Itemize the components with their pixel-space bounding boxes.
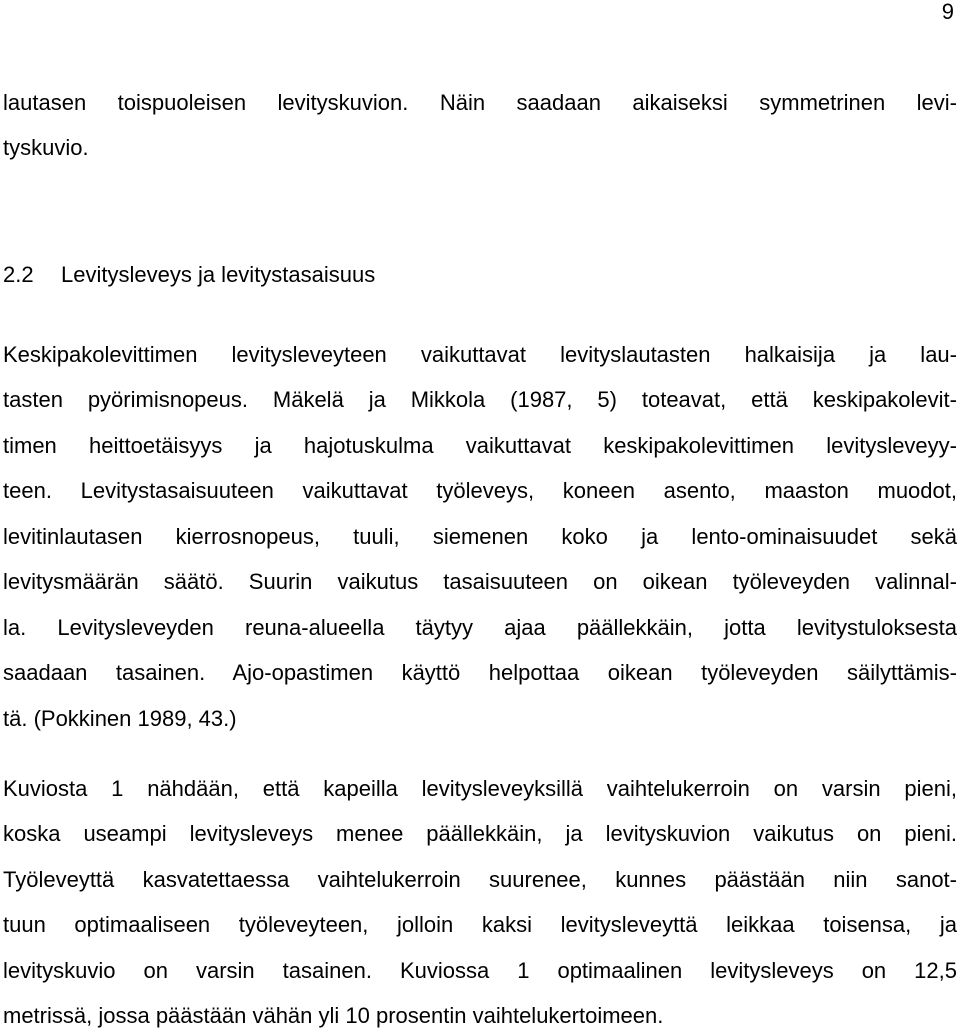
text-line: Keskipakolevittimen levitysleveyteen vaikuttavat levityslautasten halkaisija ja lau- xyxy=(3,342,957,367)
page-number: 9 xyxy=(941,0,954,24)
text-line: saadaan tasainen. Ajo-opastimen käyttö helpottaa oikean työleveyden säilyttämis- xyxy=(3,660,957,685)
text-line: tä. (Pokkinen 1989, 43.) xyxy=(3,706,237,731)
text-line: teen. Levitystasaisuuteen vaikuttavat työleveys, koneen asento, maaston muodot, xyxy=(3,478,957,503)
text-line: Työleveyttä kasvatettaessa vaihtelukerroin suurenee, kunnes päästään niin sanot- xyxy=(3,867,957,892)
text-line: tyskuvio. xyxy=(3,135,89,160)
text-line: la. Levitysleveyden reuna-alueella täytyy ajaa päällekkäin, jotta levitystuloksesta xyxy=(3,615,957,640)
text-line: levitysmäärän säätö. Suurin vaikutus tasaisuuteen on oikean työleveyden valinnal- xyxy=(3,569,957,594)
text-line: metrissä, jossa päästään vähän yli 10 prosentin vaihtelukertoimeen. xyxy=(3,1003,664,1028)
text-line: tasten pyörimisnopeus. Mäkelä ja Mikkola (1987, 5) toteavat, että keskipakolevit- xyxy=(3,387,957,412)
text-line: lautasen toispuoleisen levityskuvion. Näin saadaan aikaiseksi symmetrinen levi- xyxy=(3,90,957,115)
section-title: Levitysleveys ja levitystasaisuus xyxy=(61,262,376,287)
text-line: tuun optimaaliseen työleveyteen, jolloin kaksi levitysleveyttä leikkaa toisensa, ja xyxy=(3,912,957,937)
section-heading xyxy=(3,262,375,288)
text-line: Kuviosta 1 nähdään, että kapeilla levitysleveyksillä vaihtelukerroin on varsin pieni, xyxy=(3,776,957,801)
text-line: levityskuvio on varsin tasainen. Kuviossa 1 optimaalinen levitysleveys on 12,5 xyxy=(3,958,957,983)
text-line: timen heittoetäisyys ja hajotuskulma vaikuttavat keskipakolevittimen levitysleveyy- xyxy=(3,433,957,458)
text-line: koska useampi levitysleveys menee päällekkäin, ja levityskuvion vaikutus on pieni. xyxy=(3,821,957,846)
section-number: 2.2 xyxy=(3,262,34,287)
text-line: levitinlautasen kierrosnopeus, tuuli, siemenen koko ja lento-ominaisuudet sekä xyxy=(3,524,957,549)
